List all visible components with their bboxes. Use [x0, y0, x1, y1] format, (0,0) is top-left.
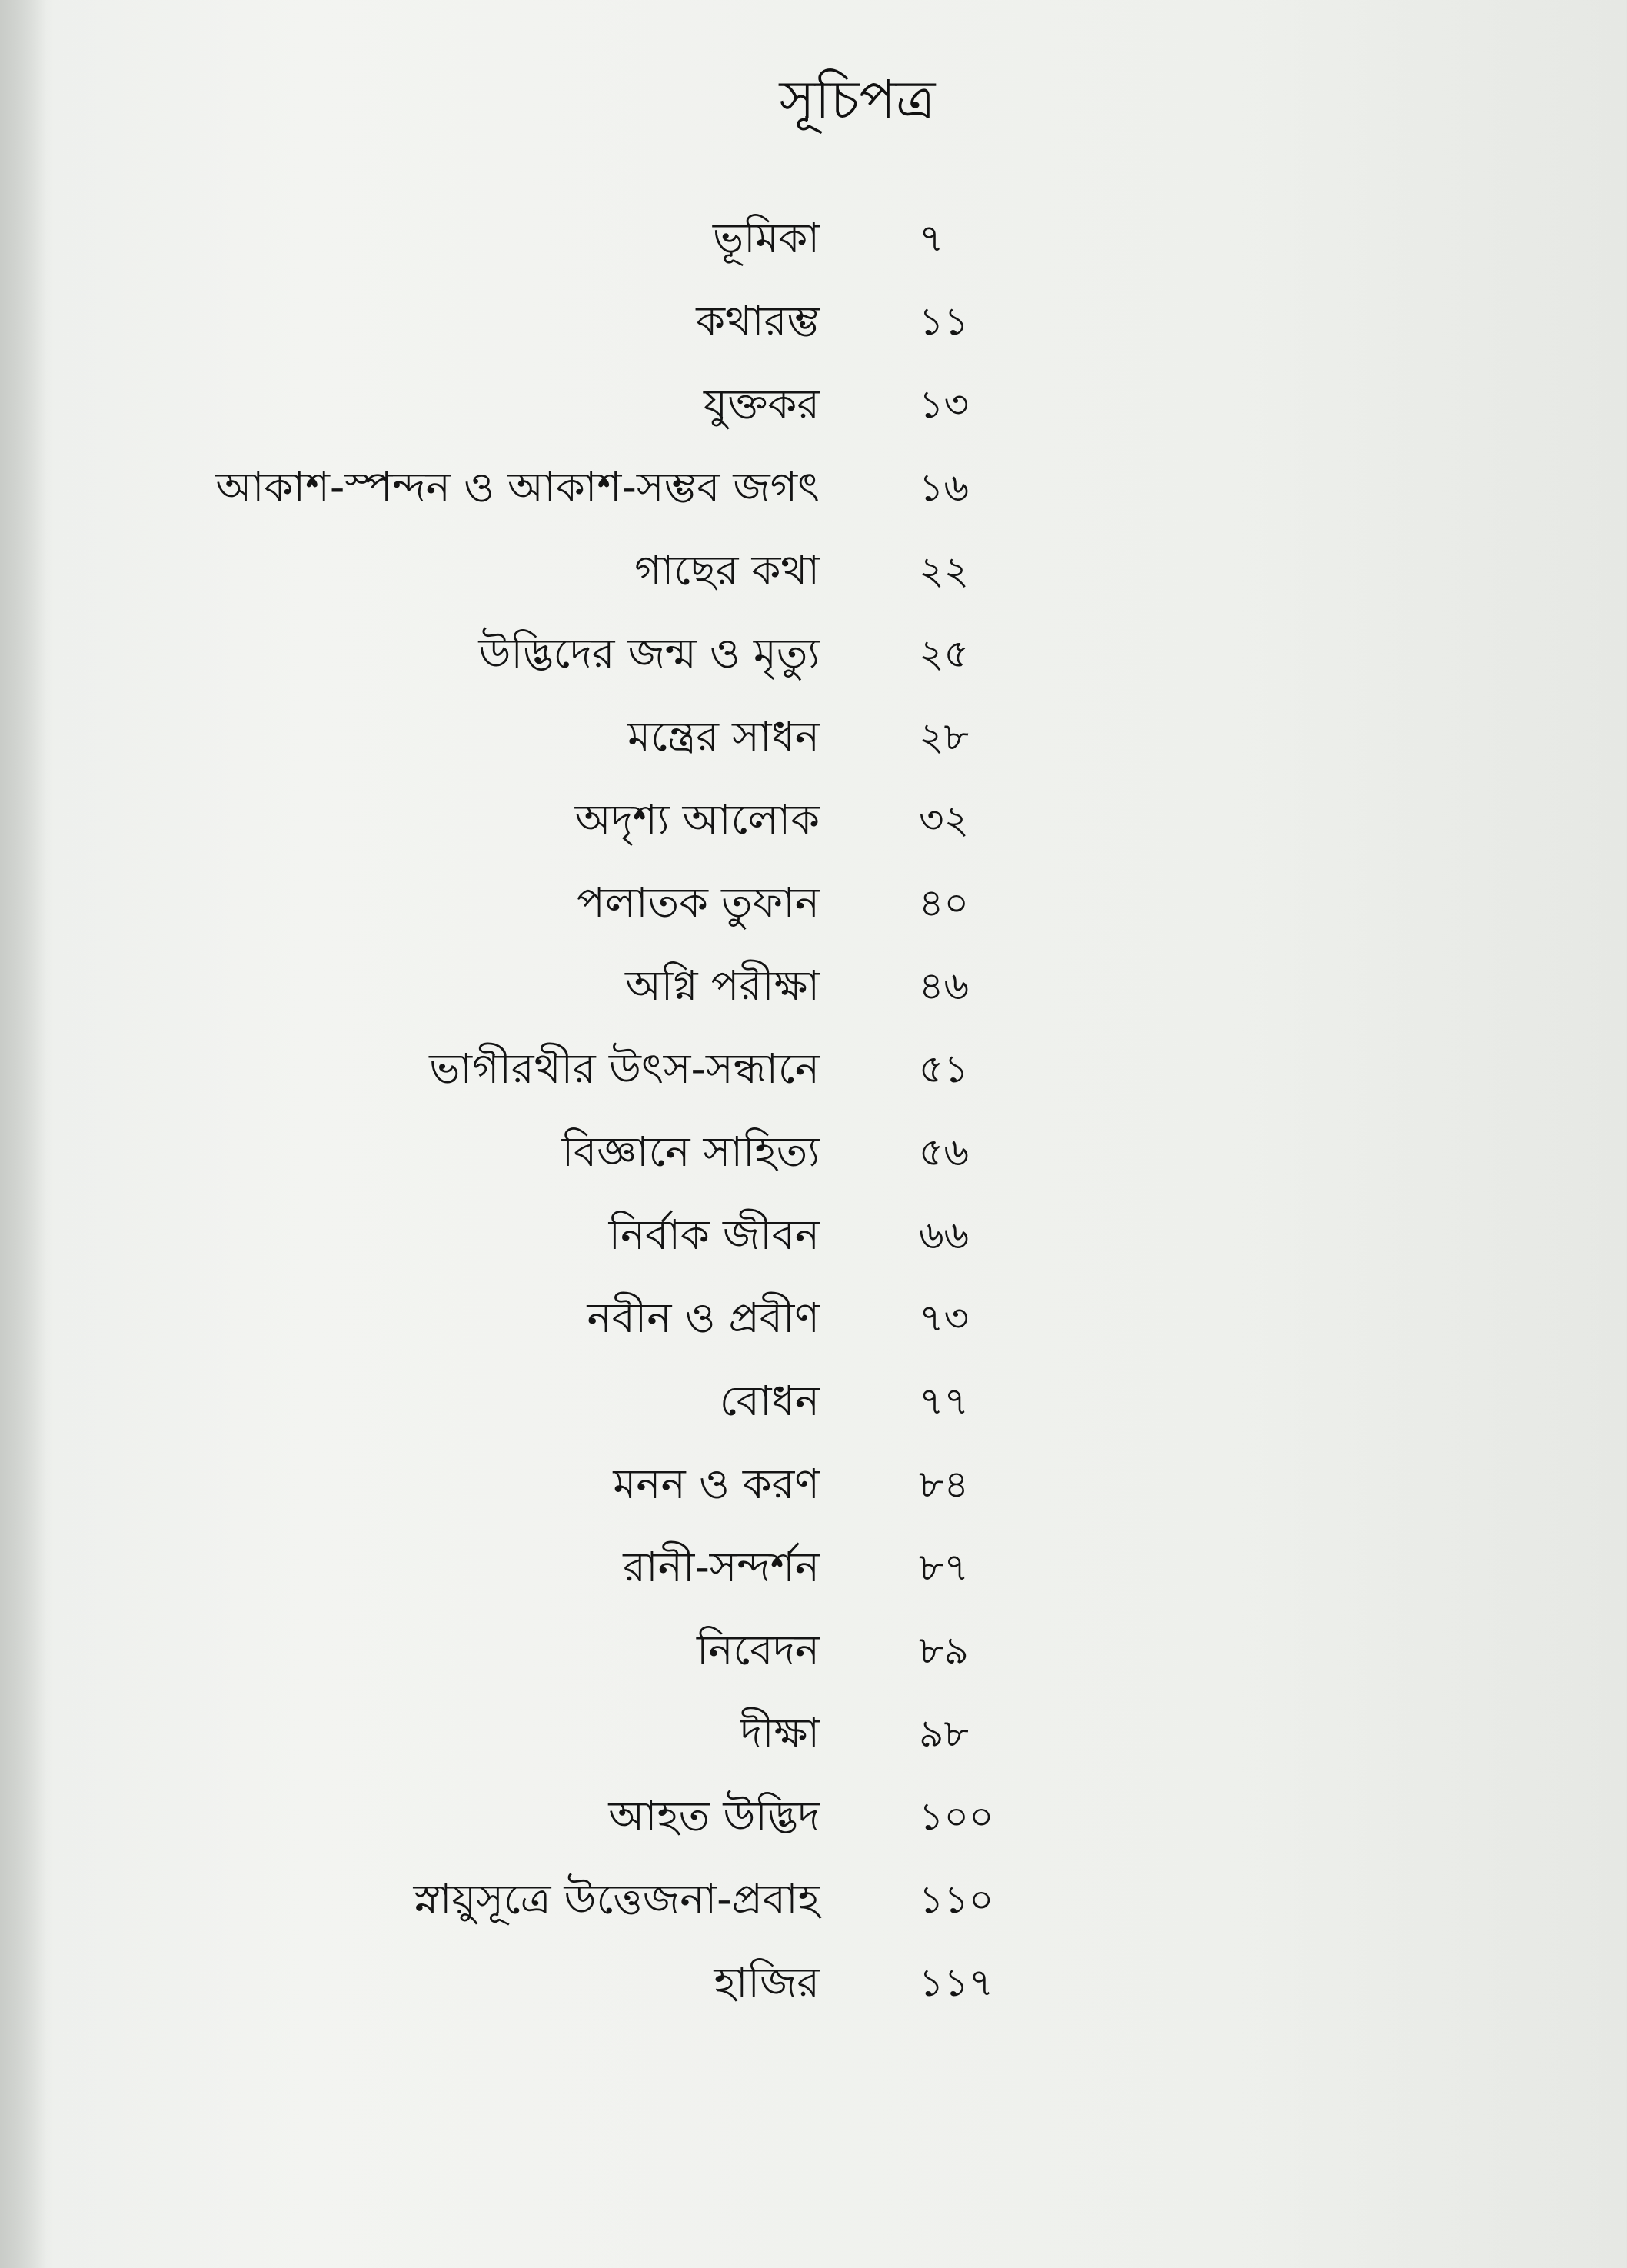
- toc-entry: [0, 1861, 1627, 1944]
- toc-entry-title: দীক্ষা: [740, 1709, 820, 1757]
- toc-entry-page-number: ৮৯: [919, 1628, 969, 1673]
- toc-entry-title: ভাগীরথীর উৎস-সন্ধানে: [429, 1044, 820, 1093]
- toc-entry-title: কথারম্ভ: [696, 297, 820, 345]
- toc-entry-page-number: ১০০: [919, 1794, 994, 1839]
- toc-entry-page-number: ১৬: [919, 465, 969, 510]
- toc-entry-title: ভূমিকা: [712, 214, 820, 262]
- toc-entry-page-number: ১৩: [919, 382, 969, 427]
- toc-entry-page-number: ২৫: [919, 631, 969, 676]
- toc-entry: [0, 864, 1627, 947]
- toc-entry-page-number: ১১০: [919, 1877, 994, 1922]
- toc-entry: [0, 283, 1627, 366]
- toc-entry-page-number: ৭৭: [919, 1379, 970, 1424]
- toc-entry-title: বোধন: [719, 1377, 820, 1425]
- toc-entry: [0, 1695, 1627, 1778]
- toc-entry: [0, 1944, 1627, 2027]
- page-title: সূচিপত্র: [779, 68, 936, 132]
- toc-entry: [0, 1529, 1627, 1612]
- toc-entry-title: পলাতক তুফান: [577, 878, 820, 927]
- toc-entry: [0, 1363, 1627, 1446]
- toc-entry: [0, 366, 1627, 449]
- toc-entry-title: যুক্তকর: [703, 380, 820, 428]
- toc-entry: [0, 947, 1627, 1031]
- toc-entry-title: অগ্নি পরীক্ষা: [624, 961, 820, 1010]
- toc-entry-title: মন্ত্রের সাধন: [627, 712, 820, 761]
- toc-entry-page-number: ৮৭: [919, 1545, 969, 1590]
- toc-entry-title: নবীন ও প্রবীণ: [587, 1294, 820, 1342]
- toc-entry: [0, 781, 1627, 864]
- toc-entry: [0, 449, 1627, 532]
- toc-entry-title: অদৃশ্য আলোক: [574, 795, 820, 844]
- toc-entry-title: আকাশ-স্পন্দন ও আকাশ-সম্ভব জগৎ: [215, 463, 820, 511]
- toc-entry-title: রানী-সন্দর্শন: [623, 1543, 820, 1591]
- toc-entry: [0, 200, 1627, 283]
- toc-entry-title: হাজির: [714, 1958, 820, 2007]
- toc-entry-page-number: ৫১: [919, 1047, 969, 1091]
- toc-entry-page-number: ২২: [919, 548, 970, 593]
- toc-entry: [0, 698, 1627, 781]
- table-of-contents: [0, 200, 1627, 2027]
- toc-entry: [0, 1031, 1627, 1114]
- toc-entry-page-number: ১১: [919, 299, 969, 344]
- toc-entry-title: গাছের কথা: [634, 546, 820, 594]
- toc-entry: [0, 1114, 1627, 1197]
- toc-entry: [0, 532, 1627, 615]
- toc-entry: [0, 1197, 1627, 1280]
- toc-entry: [0, 1280, 1627, 1363]
- toc-entry-title: বিজ্ঞানে সাহিত্য: [561, 1127, 820, 1176]
- toc-entry-title: উদ্ভিদের জন্ম ও মৃত্যু: [478, 629, 820, 678]
- toc-entry-title: আহত উদ্ভিদ: [608, 1792, 820, 1840]
- toc-entry-page-number: ৭৩: [919, 1296, 970, 1340]
- toc-entry-page-number: ২৮: [919, 714, 969, 759]
- toc-entry-page-number: ৩২: [919, 798, 970, 842]
- toc-entry-page-number: ৪৬: [919, 964, 969, 1008]
- toc-entry-title: নিবেদন: [696, 1626, 820, 1674]
- toc-entry-page-number: ৭: [919, 216, 944, 261]
- toc-entry: [0, 1446, 1627, 1529]
- toc-entry-page-number: ৯৮: [919, 1711, 969, 1756]
- toc-entry: [0, 1612, 1627, 1695]
- toc-entry-title: মনন ও করণ: [613, 1460, 820, 1508]
- toc-entry: [0, 1778, 1627, 1861]
- toc-entry-page-number: ৫৬: [919, 1130, 969, 1174]
- toc-entry-page-number: ৮৪: [919, 1462, 969, 1507]
- toc-entry-title: স্নায়ুসূত্রে উত্তেজনা-প্রবাহ: [413, 1875, 820, 1923]
- toc-entry-title: নির্বাক জীবন: [608, 1211, 820, 1259]
- toc-entry-page-number: ৪০: [919, 881, 969, 925]
- toc-entry: [0, 615, 1627, 698]
- toc-entry-page-number: ১১৭: [919, 1960, 994, 2005]
- toc-entry-page-number: ৬৬: [919, 1213, 970, 1257]
